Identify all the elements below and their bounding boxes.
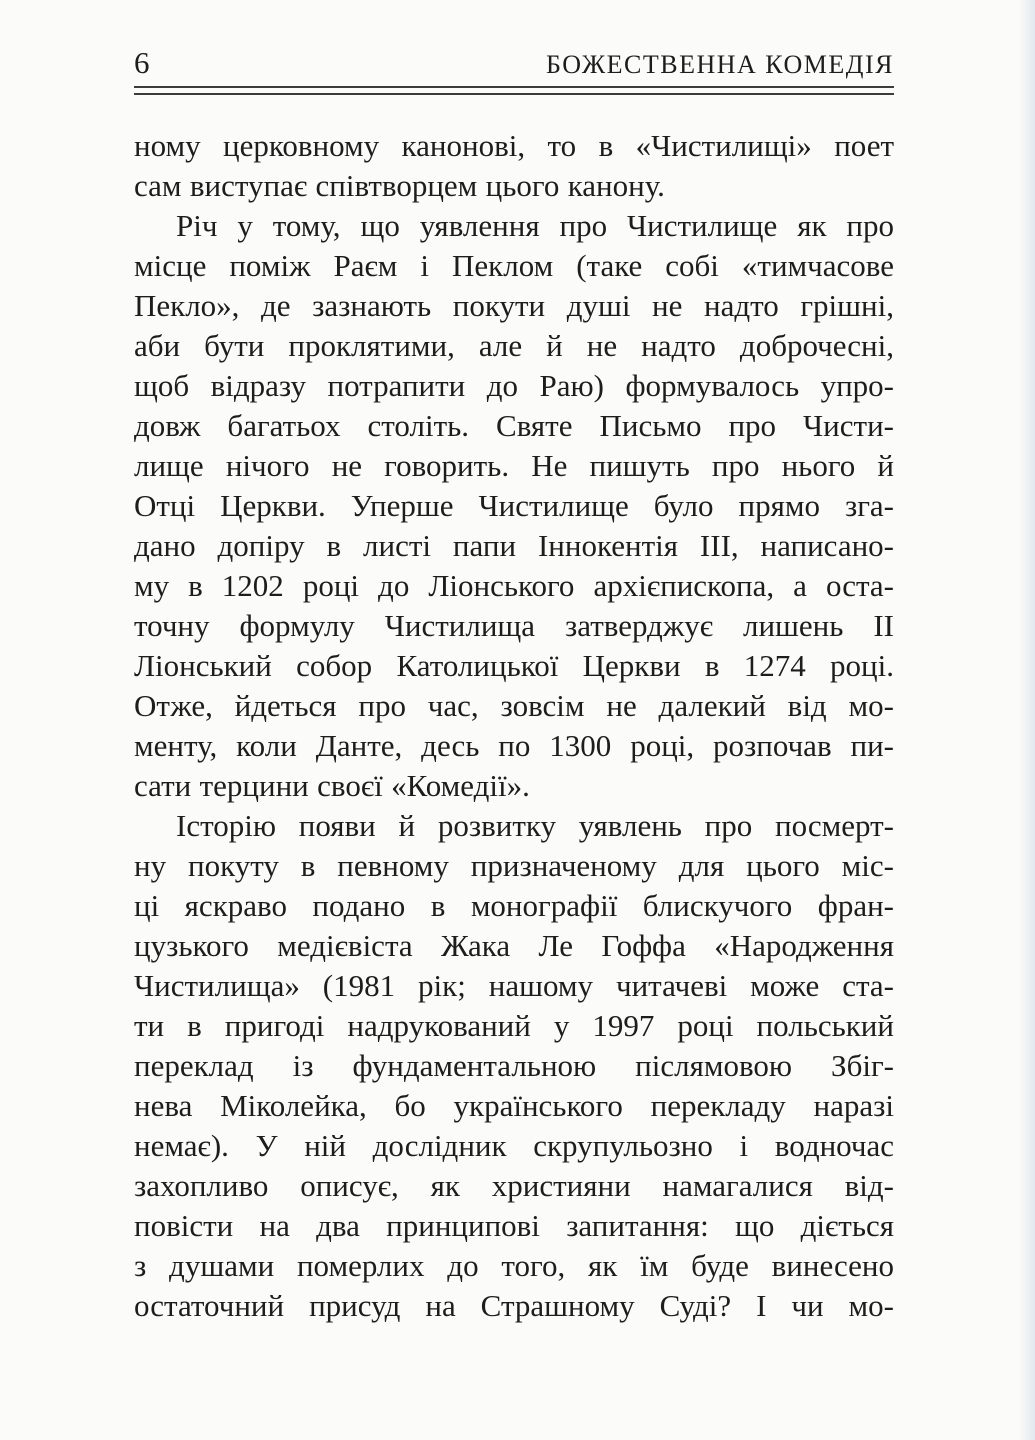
text-line: дано допіру в листі папи Іннокентія III, написано- xyxy=(134,528,894,563)
text-line: аби бути проклятими, але й не надто доброчесні, xyxy=(134,328,894,363)
text-line: Отці Церкви. Уперше Чистилище було прямо зга- xyxy=(134,488,894,523)
text-line: немає). У ній дослідник скрупульозно і водночас xyxy=(134,1128,894,1163)
text-line: нева Міколейка, бо українського перекладу наразі xyxy=(134,1088,894,1123)
running-title: БОЖЕСТВЕННА КОМЕДІЯ xyxy=(545,50,894,79)
text-line: точну формулу Чистилища затверджує лишень II xyxy=(134,608,894,643)
text-line: остаточний присуд на Страшному Суді? І чи мо- xyxy=(134,1288,894,1323)
text-line: сам виступає співтворцем цього канону. xyxy=(134,168,665,203)
body-text xyxy=(134,126,894,1326)
text-line: Історію появи й розвитку уявлень про посмерт- xyxy=(176,808,894,843)
text-line: щоб відразу потрапити до Раю) формувалось упро- xyxy=(134,368,894,403)
text-line: Чистилища» (1981 рік; нашому читачеві може ста- xyxy=(134,968,894,1003)
text-line: ти в пригоді надрукований у 1997 році польський xyxy=(134,1008,894,1043)
text-line: менту, коли Данте, десь по 1300 році, розпочав пи- xyxy=(134,728,894,763)
text-line: захопливо описує, як християни намагалися від- xyxy=(134,1168,894,1203)
text-line: сати терцини своєї «Комедії». xyxy=(134,768,530,803)
text-line: Річ у тому, що уявлення про Чистилище як про xyxy=(176,208,894,243)
text-line: повісти на два принципові запитання: що діється xyxy=(134,1208,894,1243)
text-line: Ліонський собор Католицької Церкви в 1274 році. xyxy=(134,648,894,683)
text-line: цузького медієвіста Жака Ле Гоффа «Народження xyxy=(134,928,894,963)
text-line: ну покуту в певному призначеному для цього міс- xyxy=(134,848,894,883)
text-line: з душами померлих до того, як їм буде винесено xyxy=(134,1248,894,1283)
text-line: місце поміж Раєм і Пеклом (таке собі «тимчасове xyxy=(134,248,894,283)
text-line: Отже, йдеться про час, зовсім не далекий від мо- xyxy=(134,688,894,723)
page-number: 6 xyxy=(134,45,151,80)
running-header xyxy=(134,46,894,82)
text-line: Пекло», де зазнають покути душі не надто грішні, xyxy=(134,288,894,323)
text-line: ному церковному канонові, то в «Чистилищі» поет xyxy=(134,128,894,163)
text-line: му в 1202 році до Ліонського архієпископа, а оста- xyxy=(134,568,894,603)
header-double-rule xyxy=(134,86,894,95)
text-line: переклад із фундаментальною післямовою Збіг- xyxy=(134,1048,894,1083)
text-line: лище нічого не говорить. Не пишуть про нього й xyxy=(134,448,894,483)
text-line: ці яскраво подано в монографії блискучого фран- xyxy=(134,888,894,923)
text-line: довж багатьох століть. Святе Письмо про Чисти- xyxy=(134,408,894,443)
